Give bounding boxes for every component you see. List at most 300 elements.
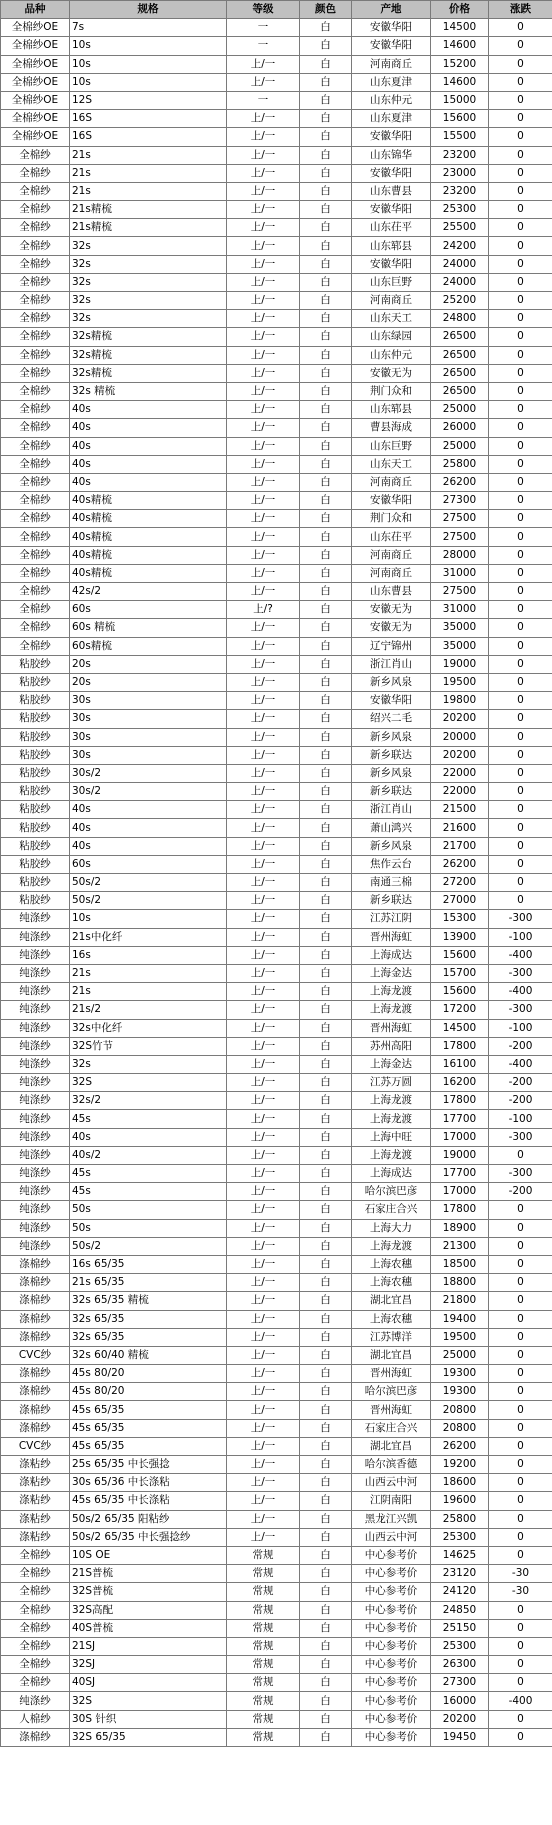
grade-cell: 上/一 xyxy=(227,1183,300,1201)
price-cell: 26500 xyxy=(431,328,489,346)
spec-cell: 60s精梳 xyxy=(70,637,227,655)
grade-cell: 上/一 xyxy=(227,1419,300,1437)
table-row xyxy=(1,710,552,728)
table-row xyxy=(1,1637,552,1655)
origin-cell: 上海龙渡 xyxy=(352,1092,431,1110)
spec-cell: 32s xyxy=(70,310,227,328)
spec-cell: 40s精梳 xyxy=(70,492,227,510)
grade-cell: 上/一 xyxy=(227,328,300,346)
origin-cell: 安徽无为 xyxy=(352,619,431,637)
grade-cell: 常规 xyxy=(227,1546,300,1564)
origin-cell: 上海中旺 xyxy=(352,1128,431,1146)
origin-cell: 上海成达 xyxy=(352,946,431,964)
change-cell: 0 xyxy=(489,273,552,291)
price-cell: 19300 xyxy=(431,1383,489,1401)
spec-cell: 30s/2 xyxy=(70,783,227,801)
color-cell: 白 xyxy=(300,1401,352,1419)
table-row xyxy=(1,1437,552,1455)
price-cell: 20800 xyxy=(431,1419,489,1437)
color-cell: 白 xyxy=(300,928,352,946)
price-cell: 31000 xyxy=(431,601,489,619)
change-cell: 0 xyxy=(489,37,552,55)
color-cell: 白 xyxy=(300,1637,352,1655)
table-row xyxy=(1,910,552,928)
grade-cell: 上/一 xyxy=(227,55,300,73)
grade-cell: 上/一 xyxy=(227,1383,300,1401)
variety-cell: 纯涤纱 xyxy=(1,910,70,928)
color-cell: 白 xyxy=(300,1728,352,1746)
price-cell: 15200 xyxy=(431,55,489,73)
change-cell: 0 xyxy=(489,546,552,564)
price-cell: 25500 xyxy=(431,219,489,237)
origin-cell: 河南商丘 xyxy=(352,473,431,491)
color-cell: 白 xyxy=(300,1201,352,1219)
price-cell: 24000 xyxy=(431,273,489,291)
color-cell: 白 xyxy=(300,1219,352,1237)
variety-cell: 纯涤纱 xyxy=(1,1165,70,1183)
grade-cell: 上/一 xyxy=(227,419,300,437)
variety-cell: 全棉纱 xyxy=(1,1601,70,1619)
origin-cell: 新乡风泉 xyxy=(352,837,431,855)
change-cell: 0 xyxy=(489,1437,552,1455)
change-cell: 0 xyxy=(489,692,552,710)
table-row xyxy=(1,55,552,73)
grade-cell: 上/一 xyxy=(227,692,300,710)
origin-cell: 山东巨野 xyxy=(352,437,431,455)
table-row xyxy=(1,528,552,546)
change-cell: 0 xyxy=(489,801,552,819)
origin-cell: 石家庄合兴 xyxy=(352,1201,431,1219)
origin-cell: 上海成达 xyxy=(352,1165,431,1183)
color-cell: 白 xyxy=(300,1128,352,1146)
grade-cell: 上/一 xyxy=(227,874,300,892)
spec-cell: 32s精梳 xyxy=(70,328,227,346)
price-cell: 22000 xyxy=(431,764,489,782)
price-cell: 21600 xyxy=(431,819,489,837)
spec-cell: 10s xyxy=(70,37,227,55)
spec-cell: 60s xyxy=(70,855,227,873)
price-cell: 14625 xyxy=(431,1546,489,1564)
table-row xyxy=(1,91,552,109)
variety-cell: 纯涤纱 xyxy=(1,1201,70,1219)
spec-cell: 45s 80/20 xyxy=(70,1383,227,1401)
price-cell: 18600 xyxy=(431,1474,489,1492)
table-row xyxy=(1,1274,552,1292)
variety-cell: 全棉纱 xyxy=(1,328,70,346)
variety-cell: 涤棉纱 xyxy=(1,1365,70,1383)
color-cell: 白 xyxy=(300,237,352,255)
price-cell: 14500 xyxy=(431,1019,489,1037)
price-cell: 26200 xyxy=(431,1437,489,1455)
variety-cell: 全棉纱 xyxy=(1,1619,70,1637)
grade-cell: 上/一 xyxy=(227,1474,300,1492)
grade-cell: 上/一 xyxy=(227,219,300,237)
change-cell: 0 xyxy=(489,419,552,437)
grade-cell: 上/一 xyxy=(227,1437,300,1455)
price-cell: 24200 xyxy=(431,237,489,255)
grade-cell: 上/一 xyxy=(227,255,300,273)
origin-cell: 江阴南阳 xyxy=(352,1492,431,1510)
spec-cell: 30s xyxy=(70,728,227,746)
color-cell: 白 xyxy=(300,746,352,764)
variety-cell: 全棉纱 xyxy=(1,1637,70,1655)
spec-cell: 32s 精梳 xyxy=(70,382,227,400)
variety-cell: 纯涤纱 xyxy=(1,1237,70,1255)
variety-cell: 粘胶纱 xyxy=(1,710,70,728)
price-cell: 24850 xyxy=(431,1601,489,1619)
spec-cell: 60s 精梳 xyxy=(70,619,227,637)
change-cell: 0 xyxy=(489,1346,552,1364)
table-row xyxy=(1,1292,552,1310)
table-row xyxy=(1,1365,552,1383)
spec-cell: 40s xyxy=(70,401,227,419)
price-cell: 17000 xyxy=(431,1183,489,1201)
grade-cell: 上/一 xyxy=(227,946,300,964)
change-cell: 0 xyxy=(489,1310,552,1328)
change-cell: -300 xyxy=(489,1165,552,1183)
table-row xyxy=(1,673,552,691)
color-cell: 白 xyxy=(300,201,352,219)
origin-cell: 焦作云台 xyxy=(352,855,431,873)
variety-cell: 全棉纱 xyxy=(1,1546,70,1564)
variety-cell: 纯涤纱 xyxy=(1,1128,70,1146)
price-cell: 27000 xyxy=(431,892,489,910)
color-cell: 白 xyxy=(300,273,352,291)
table-row xyxy=(1,455,552,473)
price-cell: 16000 xyxy=(431,1692,489,1710)
spec-cell: 7s xyxy=(70,19,227,37)
price-cell: 23200 xyxy=(431,146,489,164)
change-cell: 0 xyxy=(489,110,552,128)
variety-cell: 粘胶纱 xyxy=(1,783,70,801)
table-row xyxy=(1,1474,552,1492)
price-cell: 25300 xyxy=(431,1637,489,1655)
table-row xyxy=(1,1128,552,1146)
variety-cell: 涤棉纱 xyxy=(1,1274,70,1292)
price-cell: 25800 xyxy=(431,455,489,473)
table-row xyxy=(1,128,552,146)
color-cell: 白 xyxy=(300,1456,352,1474)
color-cell: 白 xyxy=(300,328,352,346)
color-cell: 白 xyxy=(300,964,352,982)
spec-cell: 21s/2 xyxy=(70,1001,227,1019)
spec-cell: 40s精梳 xyxy=(70,510,227,528)
spec-cell: 32S xyxy=(70,1692,227,1710)
change-cell: 0 xyxy=(489,783,552,801)
table-row xyxy=(1,1710,552,1728)
table-row xyxy=(1,1728,552,1746)
price-cell: 35000 xyxy=(431,637,489,655)
color-cell: 白 xyxy=(300,437,352,455)
origin-cell: 山西云中河 xyxy=(352,1474,431,1492)
variety-cell: 全棉纱 xyxy=(1,637,70,655)
grade-cell: 上/一 xyxy=(227,310,300,328)
variety-cell: 全棉纱 xyxy=(1,382,70,400)
color-cell: 白 xyxy=(300,1656,352,1674)
change-cell: -200 xyxy=(489,1074,552,1092)
origin-cell: 新乡联达 xyxy=(352,783,431,801)
grade-cell: 上/一 xyxy=(227,1037,300,1055)
table-row xyxy=(1,746,552,764)
color-cell: 白 xyxy=(300,1346,352,1364)
color-cell: 白 xyxy=(300,1110,352,1128)
grade-cell: 上/一 xyxy=(227,892,300,910)
table-row xyxy=(1,401,552,419)
price-cell: 26000 xyxy=(431,419,489,437)
price-cell: 20200 xyxy=(431,710,489,728)
variety-cell: 纯涤纱 xyxy=(1,1019,70,1037)
origin-cell: 上海龙渡 xyxy=(352,1110,431,1128)
spec-cell: 45s 65/35 xyxy=(70,1401,227,1419)
header-change: 涨跌 xyxy=(489,1,552,19)
grade-cell: 常规 xyxy=(227,1710,300,1728)
table-row xyxy=(1,310,552,328)
color-cell: 白 xyxy=(300,1310,352,1328)
origin-cell: 中心参考价 xyxy=(352,1728,431,1746)
origin-cell: 河南商丘 xyxy=(352,55,431,73)
color-cell: 白 xyxy=(300,874,352,892)
change-cell: 0 xyxy=(489,855,552,873)
color-cell: 白 xyxy=(300,1601,352,1619)
grade-cell: 上/一 xyxy=(227,364,300,382)
variety-cell: 纯涤纱 xyxy=(1,1183,70,1201)
origin-cell: 新乡联达 xyxy=(352,892,431,910)
table-row xyxy=(1,837,552,855)
grade-cell: 一 xyxy=(227,91,300,109)
change-cell: 0 xyxy=(489,1255,552,1273)
variety-cell: 全棉纱 xyxy=(1,564,70,582)
grade-cell: 上/一 xyxy=(227,164,300,182)
price-cell: 27200 xyxy=(431,874,489,892)
price-cell: 23120 xyxy=(431,1565,489,1583)
origin-cell: 安徽无为 xyxy=(352,601,431,619)
change-cell: -200 xyxy=(489,1037,552,1055)
spec-cell: 16s xyxy=(70,946,227,964)
change-cell: 0 xyxy=(489,401,552,419)
spec-cell: 40s精梳 xyxy=(70,546,227,564)
color-cell: 白 xyxy=(300,1365,352,1383)
change-cell: -30 xyxy=(489,1583,552,1601)
variety-cell: 涤棉纱 xyxy=(1,1328,70,1346)
spec-cell: 50s/2 65/35 阳粘纱 xyxy=(70,1510,227,1528)
change-cell: 0 xyxy=(489,164,552,182)
table-row xyxy=(1,655,552,673)
grade-cell: 上/一 xyxy=(227,346,300,364)
color-cell: 白 xyxy=(300,1619,352,1637)
color-cell: 白 xyxy=(300,1383,352,1401)
color-cell: 白 xyxy=(300,1692,352,1710)
change-cell: 0 xyxy=(489,1401,552,1419)
price-cell: 27300 xyxy=(431,1674,489,1692)
change-cell: 0 xyxy=(489,673,552,691)
spec-cell: 21s xyxy=(70,983,227,1001)
table-row xyxy=(1,1146,552,1164)
variety-cell: 纯涤纱 xyxy=(1,964,70,982)
grade-cell: 上/一 xyxy=(227,1528,300,1546)
spec-cell: 40s精梳 xyxy=(70,528,227,546)
grade-cell: 上/? xyxy=(227,601,300,619)
variety-cell: 全棉纱 xyxy=(1,364,70,382)
origin-cell: 安徽华阳 xyxy=(352,692,431,710)
price-cell: 26300 xyxy=(431,1656,489,1674)
change-cell: -400 xyxy=(489,946,552,964)
price-cell: 19000 xyxy=(431,655,489,673)
spec-cell: 12S xyxy=(70,91,227,109)
table-row xyxy=(1,419,552,437)
origin-cell: 山东天工 xyxy=(352,310,431,328)
grade-cell: 上/一 xyxy=(227,764,300,782)
spec-cell: 50s/2 xyxy=(70,892,227,910)
origin-cell: 哈尔滨巴彦 xyxy=(352,1383,431,1401)
change-cell: 0 xyxy=(489,201,552,219)
change-cell: 0 xyxy=(489,1201,552,1219)
table-row xyxy=(1,1183,552,1201)
table-row xyxy=(1,564,552,582)
origin-cell: 中心参考价 xyxy=(352,1692,431,1710)
change-cell: 0 xyxy=(489,874,552,892)
grade-cell: 常规 xyxy=(227,1692,300,1710)
variety-cell: 纯涤纱 xyxy=(1,1037,70,1055)
table-row xyxy=(1,1546,552,1564)
variety-cell: 纯涤纱 xyxy=(1,1110,70,1128)
change-cell: 0 xyxy=(489,892,552,910)
change-cell: 0 xyxy=(489,128,552,146)
origin-cell: 山东曹县 xyxy=(352,182,431,200)
variety-cell: 粘胶纱 xyxy=(1,746,70,764)
variety-cell: CVC纱 xyxy=(1,1346,70,1364)
grade-cell: 上/一 xyxy=(227,237,300,255)
variety-cell: 纯涤纱 xyxy=(1,928,70,946)
table-row xyxy=(1,219,552,237)
variety-cell: 全棉纱 xyxy=(1,237,70,255)
table-row xyxy=(1,1383,552,1401)
spec-cell: 32s xyxy=(70,237,227,255)
price-cell: 31000 xyxy=(431,564,489,582)
spec-cell: 32S竹节 xyxy=(70,1037,227,1055)
spec-cell: 10s xyxy=(70,910,227,928)
grade-cell: 上/一 xyxy=(227,201,300,219)
origin-cell: 晋州海虹 xyxy=(352,1401,431,1419)
variety-cell: 全棉纱 xyxy=(1,492,70,510)
origin-cell: 上海龙渡 xyxy=(352,1146,431,1164)
variety-cell: 粘胶纱 xyxy=(1,892,70,910)
spec-cell: 40s xyxy=(70,437,227,455)
table-row xyxy=(1,110,552,128)
origin-cell: 山东郓县 xyxy=(352,401,431,419)
table-row xyxy=(1,874,552,892)
table-row xyxy=(1,1092,552,1110)
origin-cell: 山东锦华 xyxy=(352,146,431,164)
change-cell: 0 xyxy=(489,1328,552,1346)
variety-cell: 全棉纱 xyxy=(1,619,70,637)
spec-cell: 45s 80/20 xyxy=(70,1365,227,1383)
price-cell: 17800 xyxy=(431,1037,489,1055)
color-cell: 白 xyxy=(300,1546,352,1564)
color-cell: 白 xyxy=(300,855,352,873)
table-row xyxy=(1,201,552,219)
price-cell: 21500 xyxy=(431,801,489,819)
color-cell: 白 xyxy=(300,1092,352,1110)
color-cell: 白 xyxy=(300,219,352,237)
grade-cell: 上/一 xyxy=(227,1492,300,1510)
change-cell: -200 xyxy=(489,1183,552,1201)
spec-cell: 10S OE xyxy=(70,1546,227,1564)
grade-cell: 上/一 xyxy=(227,110,300,128)
variety-cell: 涤粘纱 xyxy=(1,1510,70,1528)
grade-cell: 上/一 xyxy=(227,1055,300,1073)
variety-cell: 全棉纱 xyxy=(1,1656,70,1674)
origin-cell: 山西云中河 xyxy=(352,1528,431,1546)
price-cell: 20000 xyxy=(431,728,489,746)
table-body xyxy=(1,19,552,1747)
price-cell: 20200 xyxy=(431,1710,489,1728)
change-cell: 0 xyxy=(489,1528,552,1546)
origin-cell: 湖北宜昌 xyxy=(352,1346,431,1364)
origin-cell: 安徽华阳 xyxy=(352,255,431,273)
variety-cell: 全棉纱 xyxy=(1,510,70,528)
table-row xyxy=(1,783,552,801)
change-cell: 0 xyxy=(489,1365,552,1383)
color-cell: 白 xyxy=(300,1055,352,1073)
origin-cell: 苏州高阳 xyxy=(352,1037,431,1055)
color-cell: 白 xyxy=(300,510,352,528)
spec-cell: 32S高配 xyxy=(70,1601,227,1619)
color-cell: 白 xyxy=(300,292,352,310)
origin-cell: 荆门众和 xyxy=(352,510,431,528)
origin-cell: 晋州海虹 xyxy=(352,928,431,946)
price-cell: 17700 xyxy=(431,1165,489,1183)
grade-cell: 常规 xyxy=(227,1565,300,1583)
change-cell: 0 xyxy=(489,1237,552,1255)
price-cell: 20200 xyxy=(431,746,489,764)
spec-cell: 21s xyxy=(70,164,227,182)
variety-cell: 全棉纱 xyxy=(1,1565,70,1583)
table-row xyxy=(1,855,552,873)
variety-cell: 粘胶纱 xyxy=(1,855,70,873)
color-cell: 白 xyxy=(300,1001,352,1019)
change-cell: 0 xyxy=(489,564,552,582)
grade-cell: 上/一 xyxy=(227,455,300,473)
table-row xyxy=(1,346,552,364)
origin-cell: 安徽华阳 xyxy=(352,164,431,182)
origin-cell: 上海金达 xyxy=(352,964,431,982)
grade-cell: 上/一 xyxy=(227,910,300,928)
price-cell: 19500 xyxy=(431,673,489,691)
table-row xyxy=(1,1583,552,1601)
variety-cell: 全棉纱 xyxy=(1,528,70,546)
spec-cell: 30s 65/36 中长涤粘 xyxy=(70,1474,227,1492)
grade-cell: 上/一 xyxy=(227,492,300,510)
variety-cell: 全棉纱 xyxy=(1,201,70,219)
table-row xyxy=(1,1037,552,1055)
spec-cell: 21s 65/35 xyxy=(70,1274,227,1292)
color-cell: 白 xyxy=(300,710,352,728)
spec-cell: 45s xyxy=(70,1165,227,1183)
spec-cell: 40S普梳 xyxy=(70,1619,227,1637)
price-cell: 14600 xyxy=(431,37,489,55)
grade-cell: 上/一 xyxy=(227,1310,300,1328)
variety-cell: 全棉纱OE xyxy=(1,37,70,55)
price-cell: 19400 xyxy=(431,1310,489,1328)
spec-cell: 40s精梳 xyxy=(70,564,227,582)
variety-cell: 涤粘纱 xyxy=(1,1528,70,1546)
color-cell: 白 xyxy=(300,382,352,400)
spec-cell: 21s中化纤 xyxy=(70,928,227,946)
spec-cell: 32s 60/40 精梳 xyxy=(70,1346,227,1364)
price-cell: 26500 xyxy=(431,346,489,364)
spec-cell: 50s/2 xyxy=(70,1237,227,1255)
color-cell: 白 xyxy=(300,910,352,928)
